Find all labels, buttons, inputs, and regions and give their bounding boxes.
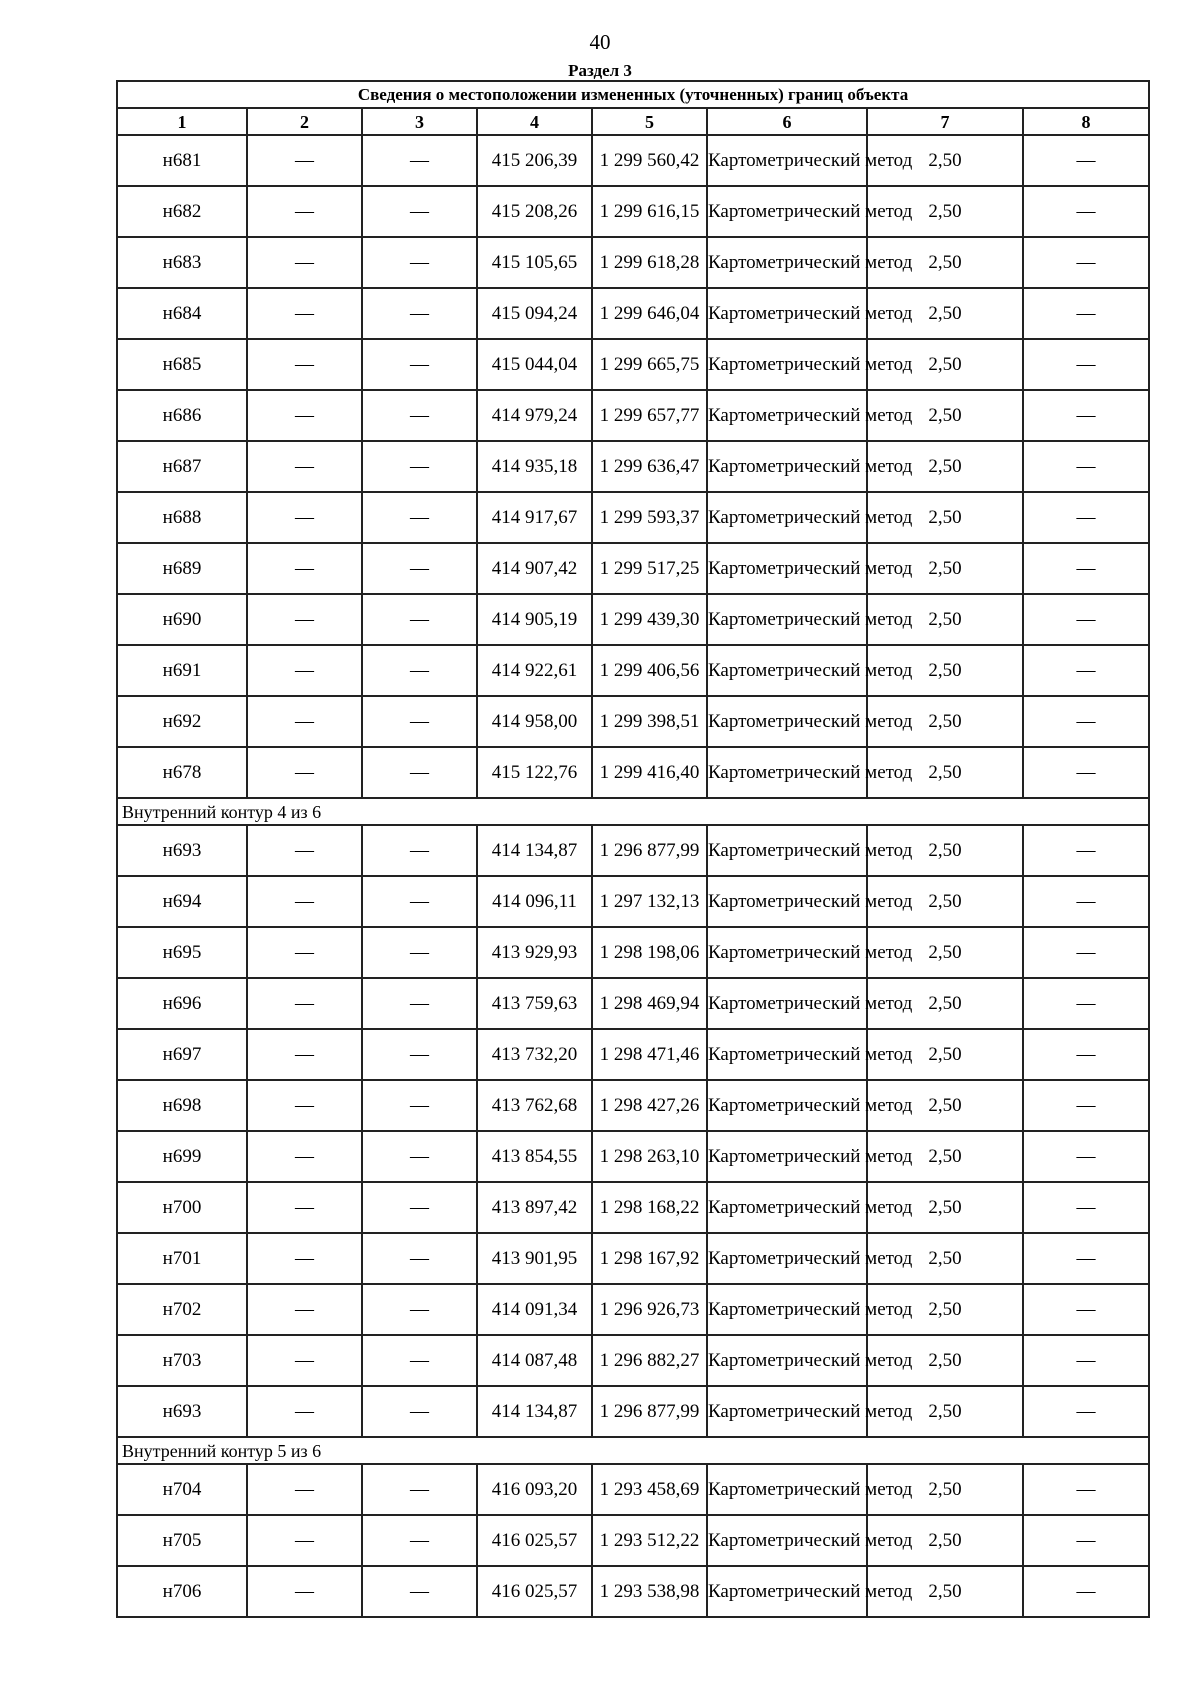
col3-cell: — (362, 1515, 477, 1566)
col2-cell: — (247, 1386, 362, 1437)
col8-cell: — (1023, 1131, 1149, 1182)
x-coordinate-cell: 414 922,61 (477, 645, 592, 696)
y-coordinate-cell: 1 299 593,37 (592, 492, 707, 543)
col2-cell: — (247, 441, 362, 492)
method-cell: Картометрический метод (707, 1284, 867, 1335)
table-row (117, 237, 1149, 288)
col2-cell: — (247, 288, 362, 339)
y-coordinate-cell: 1 299 560,42 (592, 135, 707, 186)
col3-cell: — (362, 876, 477, 927)
col8-cell: — (1023, 288, 1149, 339)
table-row (117, 696, 1149, 747)
y-coordinate-cell: 1 299 406,56 (592, 645, 707, 696)
x-coordinate-cell: 414 958,00 (477, 696, 592, 747)
col2-cell: — (247, 876, 362, 927)
table-row (117, 288, 1149, 339)
point-id-cell: н692 (117, 696, 247, 747)
point-id-cell: н688 (117, 492, 247, 543)
point-id-cell: н705 (117, 1515, 247, 1566)
y-coordinate-cell: 1 298 469,94 (592, 978, 707, 1029)
table-row (117, 1029, 1149, 1080)
table-row (117, 1566, 1149, 1617)
method-cell: Картометрический метод (707, 288, 867, 339)
y-coordinate-cell: 1 293 458,69 (592, 1464, 707, 1515)
col8-cell: — (1023, 237, 1149, 288)
method-cell: Картометрический метод (707, 1131, 867, 1182)
col3-cell: — (362, 441, 477, 492)
col8-cell: — (1023, 1464, 1149, 1515)
accuracy-cell: 2,50 (867, 1131, 1023, 1182)
method-cell: Картометрический метод (707, 441, 867, 492)
col3-cell: — (362, 1131, 477, 1182)
page-number: 40 (589, 30, 611, 54)
point-id-cell: н687 (117, 441, 247, 492)
col2-cell: — (247, 978, 362, 1029)
table-row (117, 927, 1149, 978)
x-coordinate-cell: 416 093,20 (477, 1464, 592, 1515)
col8-cell: — (1023, 876, 1149, 927)
col2-cell: — (247, 1182, 362, 1233)
col8-cell: — (1023, 1386, 1149, 1437)
col2-cell: — (247, 1335, 362, 1386)
method-cell: Картометрический метод (707, 645, 867, 696)
table-row (117, 1233, 1149, 1284)
y-coordinate-cell: 1 293 538,98 (592, 1566, 707, 1617)
col3-cell: — (362, 645, 477, 696)
method-cell: Картометрический метод (707, 1386, 867, 1437)
col3-cell: — (362, 978, 477, 1029)
accuracy-cell: 2,50 (867, 1080, 1023, 1131)
method-cell: Картометрический метод (707, 390, 867, 441)
col8-cell: — (1023, 825, 1149, 876)
accuracy-cell: 2,50 (867, 237, 1023, 288)
point-id-cell: н701 (117, 1233, 247, 1284)
y-coordinate-cell: 1 293 512,22 (592, 1515, 707, 1566)
col2-cell: — (247, 1464, 362, 1515)
point-id-cell: н678 (117, 747, 247, 798)
x-coordinate-cell: 413 762,68 (477, 1080, 592, 1131)
accuracy-cell: 2,50 (867, 441, 1023, 492)
x-coordinate-cell: 416 025,57 (477, 1566, 592, 1617)
col8-cell: — (1023, 1182, 1149, 1233)
col3-cell: — (362, 543, 477, 594)
col8-cell: — (1023, 186, 1149, 237)
y-coordinate-cell: 1 298 198,06 (592, 927, 707, 978)
table-row (117, 645, 1149, 696)
table-row (117, 135, 1149, 186)
col8-cell: — (1023, 1233, 1149, 1284)
y-coordinate-cell: 1 296 877,99 (592, 1386, 707, 1437)
table-row (117, 1386, 1149, 1437)
method-cell: Картометрический метод (707, 339, 867, 390)
x-coordinate-cell: 414 134,87 (477, 1386, 592, 1437)
col8-cell: — (1023, 1029, 1149, 1080)
table-row (117, 747, 1149, 798)
y-coordinate-cell: 1 296 882,27 (592, 1335, 707, 1386)
accuracy-cell: 2,50 (867, 492, 1023, 543)
column-header: 4 (477, 108, 592, 135)
accuracy-cell: 2,50 (867, 1386, 1023, 1437)
y-coordinate-cell: 1 299 439,30 (592, 594, 707, 645)
y-coordinate-cell: 1 298 427,26 (592, 1080, 707, 1131)
point-id-cell: н696 (117, 978, 247, 1029)
x-coordinate-cell: 413 854,55 (477, 1131, 592, 1182)
table-row (117, 1284, 1149, 1335)
point-id-cell: н702 (117, 1284, 247, 1335)
x-coordinate-cell: 413 759,63 (477, 978, 592, 1029)
accuracy-cell: 2,50 (867, 1464, 1023, 1515)
y-coordinate-cell: 1 298 263,10 (592, 1131, 707, 1182)
point-id-cell: н684 (117, 288, 247, 339)
y-coordinate-cell: 1 299 657,77 (592, 390, 707, 441)
col3-cell: — (362, 1464, 477, 1515)
y-coordinate-cell: 1 298 168,22 (592, 1182, 707, 1233)
method-cell: Картометрический метод (707, 876, 867, 927)
col2-cell: — (247, 1131, 362, 1182)
y-coordinate-cell: 1 299 616,15 (592, 186, 707, 237)
x-coordinate-cell: 415 208,26 (477, 186, 592, 237)
method-cell: Картометрический метод (707, 747, 867, 798)
col2-cell: — (247, 339, 362, 390)
method-cell: Картометрический метод (707, 696, 867, 747)
method-cell: Картометрический метод (707, 1233, 867, 1284)
contour-separator-row (117, 798, 1149, 825)
col2-cell: — (247, 825, 362, 876)
method-cell: Картометрический метод (707, 1335, 867, 1386)
col8-cell: — (1023, 492, 1149, 543)
col8-cell: — (1023, 390, 1149, 441)
col8-cell: — (1023, 978, 1149, 1029)
method-cell: Картометрический метод (707, 1029, 867, 1080)
accuracy-cell: 2,50 (867, 543, 1023, 594)
contour-separator-row (117, 1437, 1149, 1464)
y-coordinate-cell: 1 299 636,47 (592, 441, 707, 492)
table-row (117, 978, 1149, 1029)
x-coordinate-cell: 416 025,57 (477, 1515, 592, 1566)
column-header: 6 (707, 108, 867, 135)
method-cell: Картометрический метод (707, 186, 867, 237)
col3-cell: — (362, 1182, 477, 1233)
col8-cell: — (1023, 594, 1149, 645)
accuracy-cell: 2,50 (867, 1515, 1023, 1566)
col3-cell: — (362, 339, 477, 390)
accuracy-cell: 2,50 (867, 1566, 1023, 1617)
accuracy-cell: 2,50 (867, 696, 1023, 747)
method-cell: Картометрический метод (707, 543, 867, 594)
method-cell: Картометрический метод (707, 1464, 867, 1515)
x-coordinate-cell: 414 935,18 (477, 441, 592, 492)
table-row (117, 492, 1149, 543)
x-coordinate-cell: 413 897,42 (477, 1182, 592, 1233)
y-coordinate-cell: 1 299 618,28 (592, 237, 707, 288)
y-coordinate-cell: 1 296 877,99 (592, 825, 707, 876)
table-row (117, 876, 1149, 927)
table-row (117, 186, 1149, 237)
x-coordinate-cell: 414 134,87 (477, 825, 592, 876)
col3-cell: — (362, 594, 477, 645)
x-coordinate-cell: 415 094,24 (477, 288, 592, 339)
col8-cell: — (1023, 645, 1149, 696)
x-coordinate-cell: 415 044,04 (477, 339, 592, 390)
column-header: 8 (1023, 108, 1149, 135)
accuracy-cell: 2,50 (867, 825, 1023, 876)
y-coordinate-cell: 1 299 646,04 (592, 288, 707, 339)
col2-cell: — (247, 594, 362, 645)
accuracy-cell: 2,50 (867, 186, 1023, 237)
section-title: Раздел 3 (568, 61, 632, 80)
table-caption-row (117, 81, 1149, 108)
point-id-cell: н689 (117, 543, 247, 594)
point-id-cell: н700 (117, 1182, 247, 1233)
y-coordinate-cell: 1 299 665,75 (592, 339, 707, 390)
contour-label: Внутренний контур 4 из 6 (117, 798, 1149, 825)
col2-cell: — (247, 747, 362, 798)
col3-cell: — (362, 1284, 477, 1335)
x-coordinate-cell: 415 105,65 (477, 237, 592, 288)
table-row (117, 594, 1149, 645)
x-coordinate-cell: 414 096,11 (477, 876, 592, 927)
accuracy-cell: 2,50 (867, 135, 1023, 186)
point-id-cell: н686 (117, 390, 247, 441)
accuracy-cell: 2,50 (867, 390, 1023, 441)
col3-cell: — (362, 390, 477, 441)
y-coordinate-cell: 1 299 398,51 (592, 696, 707, 747)
accuracy-cell: 2,50 (867, 594, 1023, 645)
y-coordinate-cell: 1 298 471,46 (592, 1029, 707, 1080)
point-id-cell: н704 (117, 1464, 247, 1515)
col2-cell: — (247, 1080, 362, 1131)
column-header: 7 (867, 108, 1023, 135)
col3-cell: — (362, 1566, 477, 1617)
boundary-table (116, 80, 1150, 1618)
table-row (117, 441, 1149, 492)
accuracy-cell: 2,50 (867, 339, 1023, 390)
x-coordinate-cell: 414 905,19 (477, 594, 592, 645)
column-header: 5 (592, 108, 707, 135)
x-coordinate-cell: 415 206,39 (477, 135, 592, 186)
col2-cell: — (247, 237, 362, 288)
accuracy-cell: 2,50 (867, 747, 1023, 798)
table-row (117, 1464, 1149, 1515)
table-caption: Сведения о местоположении измененных (уточненных) границ объекта (117, 81, 1149, 108)
method-cell: Картометрический метод (707, 1080, 867, 1131)
y-coordinate-cell: 1 297 132,13 (592, 876, 707, 927)
col3-cell: — (362, 1080, 477, 1131)
col3-cell: — (362, 927, 477, 978)
col8-cell: — (1023, 1284, 1149, 1335)
col2-cell: — (247, 1515, 362, 1566)
col8-cell: — (1023, 696, 1149, 747)
accuracy-cell: 2,50 (867, 978, 1023, 1029)
col2-cell: — (247, 492, 362, 543)
col8-cell: — (1023, 339, 1149, 390)
point-id-cell: н681 (117, 135, 247, 186)
col8-cell: — (1023, 1335, 1149, 1386)
y-coordinate-cell: 1 299 517,25 (592, 543, 707, 594)
y-coordinate-cell: 1 299 416,40 (592, 747, 707, 798)
method-cell: Картометрический метод (707, 825, 867, 876)
point-id-cell: н695 (117, 927, 247, 978)
x-coordinate-cell: 413 901,95 (477, 1233, 592, 1284)
col2-cell: — (247, 135, 362, 186)
col2-cell: — (247, 645, 362, 696)
col8-cell: — (1023, 747, 1149, 798)
col2-cell: — (247, 1284, 362, 1335)
contour-label: Внутренний контур 5 из 6 (117, 1437, 1149, 1464)
point-id-cell: н699 (117, 1131, 247, 1182)
point-id-cell: н693 (117, 1386, 247, 1437)
col3-cell: — (362, 135, 477, 186)
col2-cell: — (247, 390, 362, 441)
accuracy-cell: 2,50 (867, 645, 1023, 696)
x-coordinate-cell: 413 929,93 (477, 927, 592, 978)
method-cell: Картометрический метод (707, 1515, 867, 1566)
x-coordinate-cell: 414 917,67 (477, 492, 592, 543)
col3-cell: — (362, 1386, 477, 1437)
accuracy-cell: 2,50 (867, 288, 1023, 339)
column-header-row (117, 108, 1149, 135)
col3-cell: — (362, 696, 477, 747)
col2-cell: — (247, 1233, 362, 1284)
point-id-cell: н703 (117, 1335, 247, 1386)
method-cell: Картометрический метод (707, 978, 867, 1029)
accuracy-cell: 2,50 (867, 1182, 1023, 1233)
y-coordinate-cell: 1 296 926,73 (592, 1284, 707, 1335)
col3-cell: — (362, 237, 477, 288)
table-row (117, 825, 1149, 876)
table-row (117, 543, 1149, 594)
table-row (117, 339, 1149, 390)
col2-cell: — (247, 927, 362, 978)
method-cell: Картометрический метод (707, 1566, 867, 1617)
table-row (117, 1182, 1149, 1233)
col2-cell: — (247, 1566, 362, 1617)
x-coordinate-cell: 415 122,76 (477, 747, 592, 798)
accuracy-cell: 2,50 (867, 876, 1023, 927)
x-coordinate-cell: 414 091,34 (477, 1284, 592, 1335)
method-cell: Картометрический метод (707, 594, 867, 645)
col3-cell: — (362, 1233, 477, 1284)
accuracy-cell: 2,50 (867, 1335, 1023, 1386)
col3-cell: — (362, 288, 477, 339)
accuracy-cell: 2,50 (867, 1233, 1023, 1284)
column-header: 2 (247, 108, 362, 135)
method-cell: Картометрический метод (707, 492, 867, 543)
x-coordinate-cell: 414 907,42 (477, 543, 592, 594)
point-id-cell: н682 (117, 186, 247, 237)
col3-cell: — (362, 825, 477, 876)
column-header: 3 (362, 108, 477, 135)
col2-cell: — (247, 543, 362, 594)
col3-cell: — (362, 492, 477, 543)
method-cell: Картометрический метод (707, 927, 867, 978)
method-cell: Картометрический метод (707, 135, 867, 186)
table-row (117, 1131, 1149, 1182)
point-id-cell: н685 (117, 339, 247, 390)
column-header: 1 (117, 108, 247, 135)
col3-cell: — (362, 186, 477, 237)
accuracy-cell: 2,50 (867, 1029, 1023, 1080)
method-cell: Картометрический метод (707, 1182, 867, 1233)
x-coordinate-cell: 413 732,20 (477, 1029, 592, 1080)
point-id-cell: н697 (117, 1029, 247, 1080)
col8-cell: — (1023, 543, 1149, 594)
method-cell: Картометрический метод (707, 237, 867, 288)
col8-cell: — (1023, 135, 1149, 186)
col8-cell: — (1023, 441, 1149, 492)
table-row (117, 390, 1149, 441)
point-id-cell: н691 (117, 645, 247, 696)
point-id-cell: н693 (117, 825, 247, 876)
col8-cell: — (1023, 1515, 1149, 1566)
point-id-cell: н706 (117, 1566, 247, 1617)
accuracy-cell: 2,50 (867, 927, 1023, 978)
point-id-cell: н683 (117, 237, 247, 288)
point-id-cell: н698 (117, 1080, 247, 1131)
table-row (117, 1515, 1149, 1566)
col8-cell: — (1023, 927, 1149, 978)
x-coordinate-cell: 414 087,48 (477, 1335, 592, 1386)
point-id-cell: н690 (117, 594, 247, 645)
col8-cell: — (1023, 1080, 1149, 1131)
col2-cell: — (247, 696, 362, 747)
col3-cell: — (362, 1029, 477, 1080)
table-row (117, 1335, 1149, 1386)
col2-cell: — (247, 1029, 362, 1080)
table-row (117, 1080, 1149, 1131)
y-coordinate-cell: 1 298 167,92 (592, 1233, 707, 1284)
point-id-cell: н694 (117, 876, 247, 927)
x-coordinate-cell: 414 979,24 (477, 390, 592, 441)
col3-cell: — (362, 1335, 477, 1386)
col2-cell: — (247, 186, 362, 237)
col3-cell: — (362, 747, 477, 798)
col8-cell: — (1023, 1566, 1149, 1617)
accuracy-cell: 2,50 (867, 1284, 1023, 1335)
